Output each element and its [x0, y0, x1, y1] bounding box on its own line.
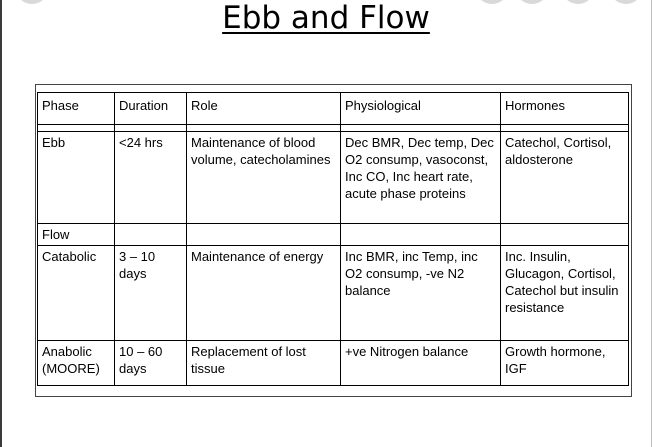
spacer-row	[38, 125, 629, 132]
header-cell: Role	[187, 93, 341, 125]
table-row	[38, 341, 629, 386]
header-cell: Physiological	[341, 93, 501, 125]
spacer-cell	[187, 125, 341, 132]
ebb-flow-table	[37, 92, 629, 386]
table-row	[38, 224, 629, 246]
phase-cell: Anabolic (MOORE)	[38, 341, 115, 386]
physiological-cell: Inc BMR, inc Temp, inc O2 consump, -ve N2 balance	[341, 246, 501, 341]
duration-cell: 10 – 60 days	[115, 341, 187, 386]
spacer-cell	[38, 125, 115, 132]
duration-cell: <24 hrs	[115, 132, 187, 224]
left-edge	[0, 0, 2, 447]
role-cell: Maintenance of energy	[187, 246, 341, 341]
spacer-cell	[501, 125, 629, 132]
role-cell	[187, 224, 341, 246]
physiological-cell: Dec BMR, Dec temp, Dec O2 consump, vasoconst, Inc CO, Inc heart rate, acute phase proteins	[341, 132, 501, 224]
phase-cell: Ebb	[38, 132, 115, 224]
header-cell: Duration	[115, 93, 187, 125]
hormones-cell: Growth hormone, IGF	[501, 341, 629, 386]
duration-cell	[115, 224, 187, 246]
table-row	[38, 132, 629, 224]
table-row	[38, 246, 629, 341]
duration-cell: 3 – 10 days	[115, 246, 187, 341]
hormones-cell	[501, 224, 629, 246]
physiological-cell	[341, 224, 501, 246]
phase-cell: Catabolic	[38, 246, 115, 341]
spacer-cell	[341, 125, 501, 132]
physiological-cell: +ve Nitrogen balance	[341, 341, 501, 386]
role-cell: Maintenance of blood volume, catecholamines	[187, 132, 341, 224]
spacer-cell	[115, 125, 187, 132]
table-header-row	[38, 93, 629, 125]
hormones-cell: Inc. Insulin, Glucagon, Cortisol, Catechol but insulin resistance	[501, 246, 629, 341]
header-cell: Phase	[38, 93, 115, 125]
role-cell: Replacement of lost tissue	[187, 341, 341, 386]
phase-cell: Flow	[38, 224, 115, 246]
header-cell: Hormones	[501, 93, 629, 125]
hormones-cell: Catechol, Cortisol, aldosterone	[501, 132, 629, 224]
slide-title: Ebb and Flow	[222, 0, 430, 36]
